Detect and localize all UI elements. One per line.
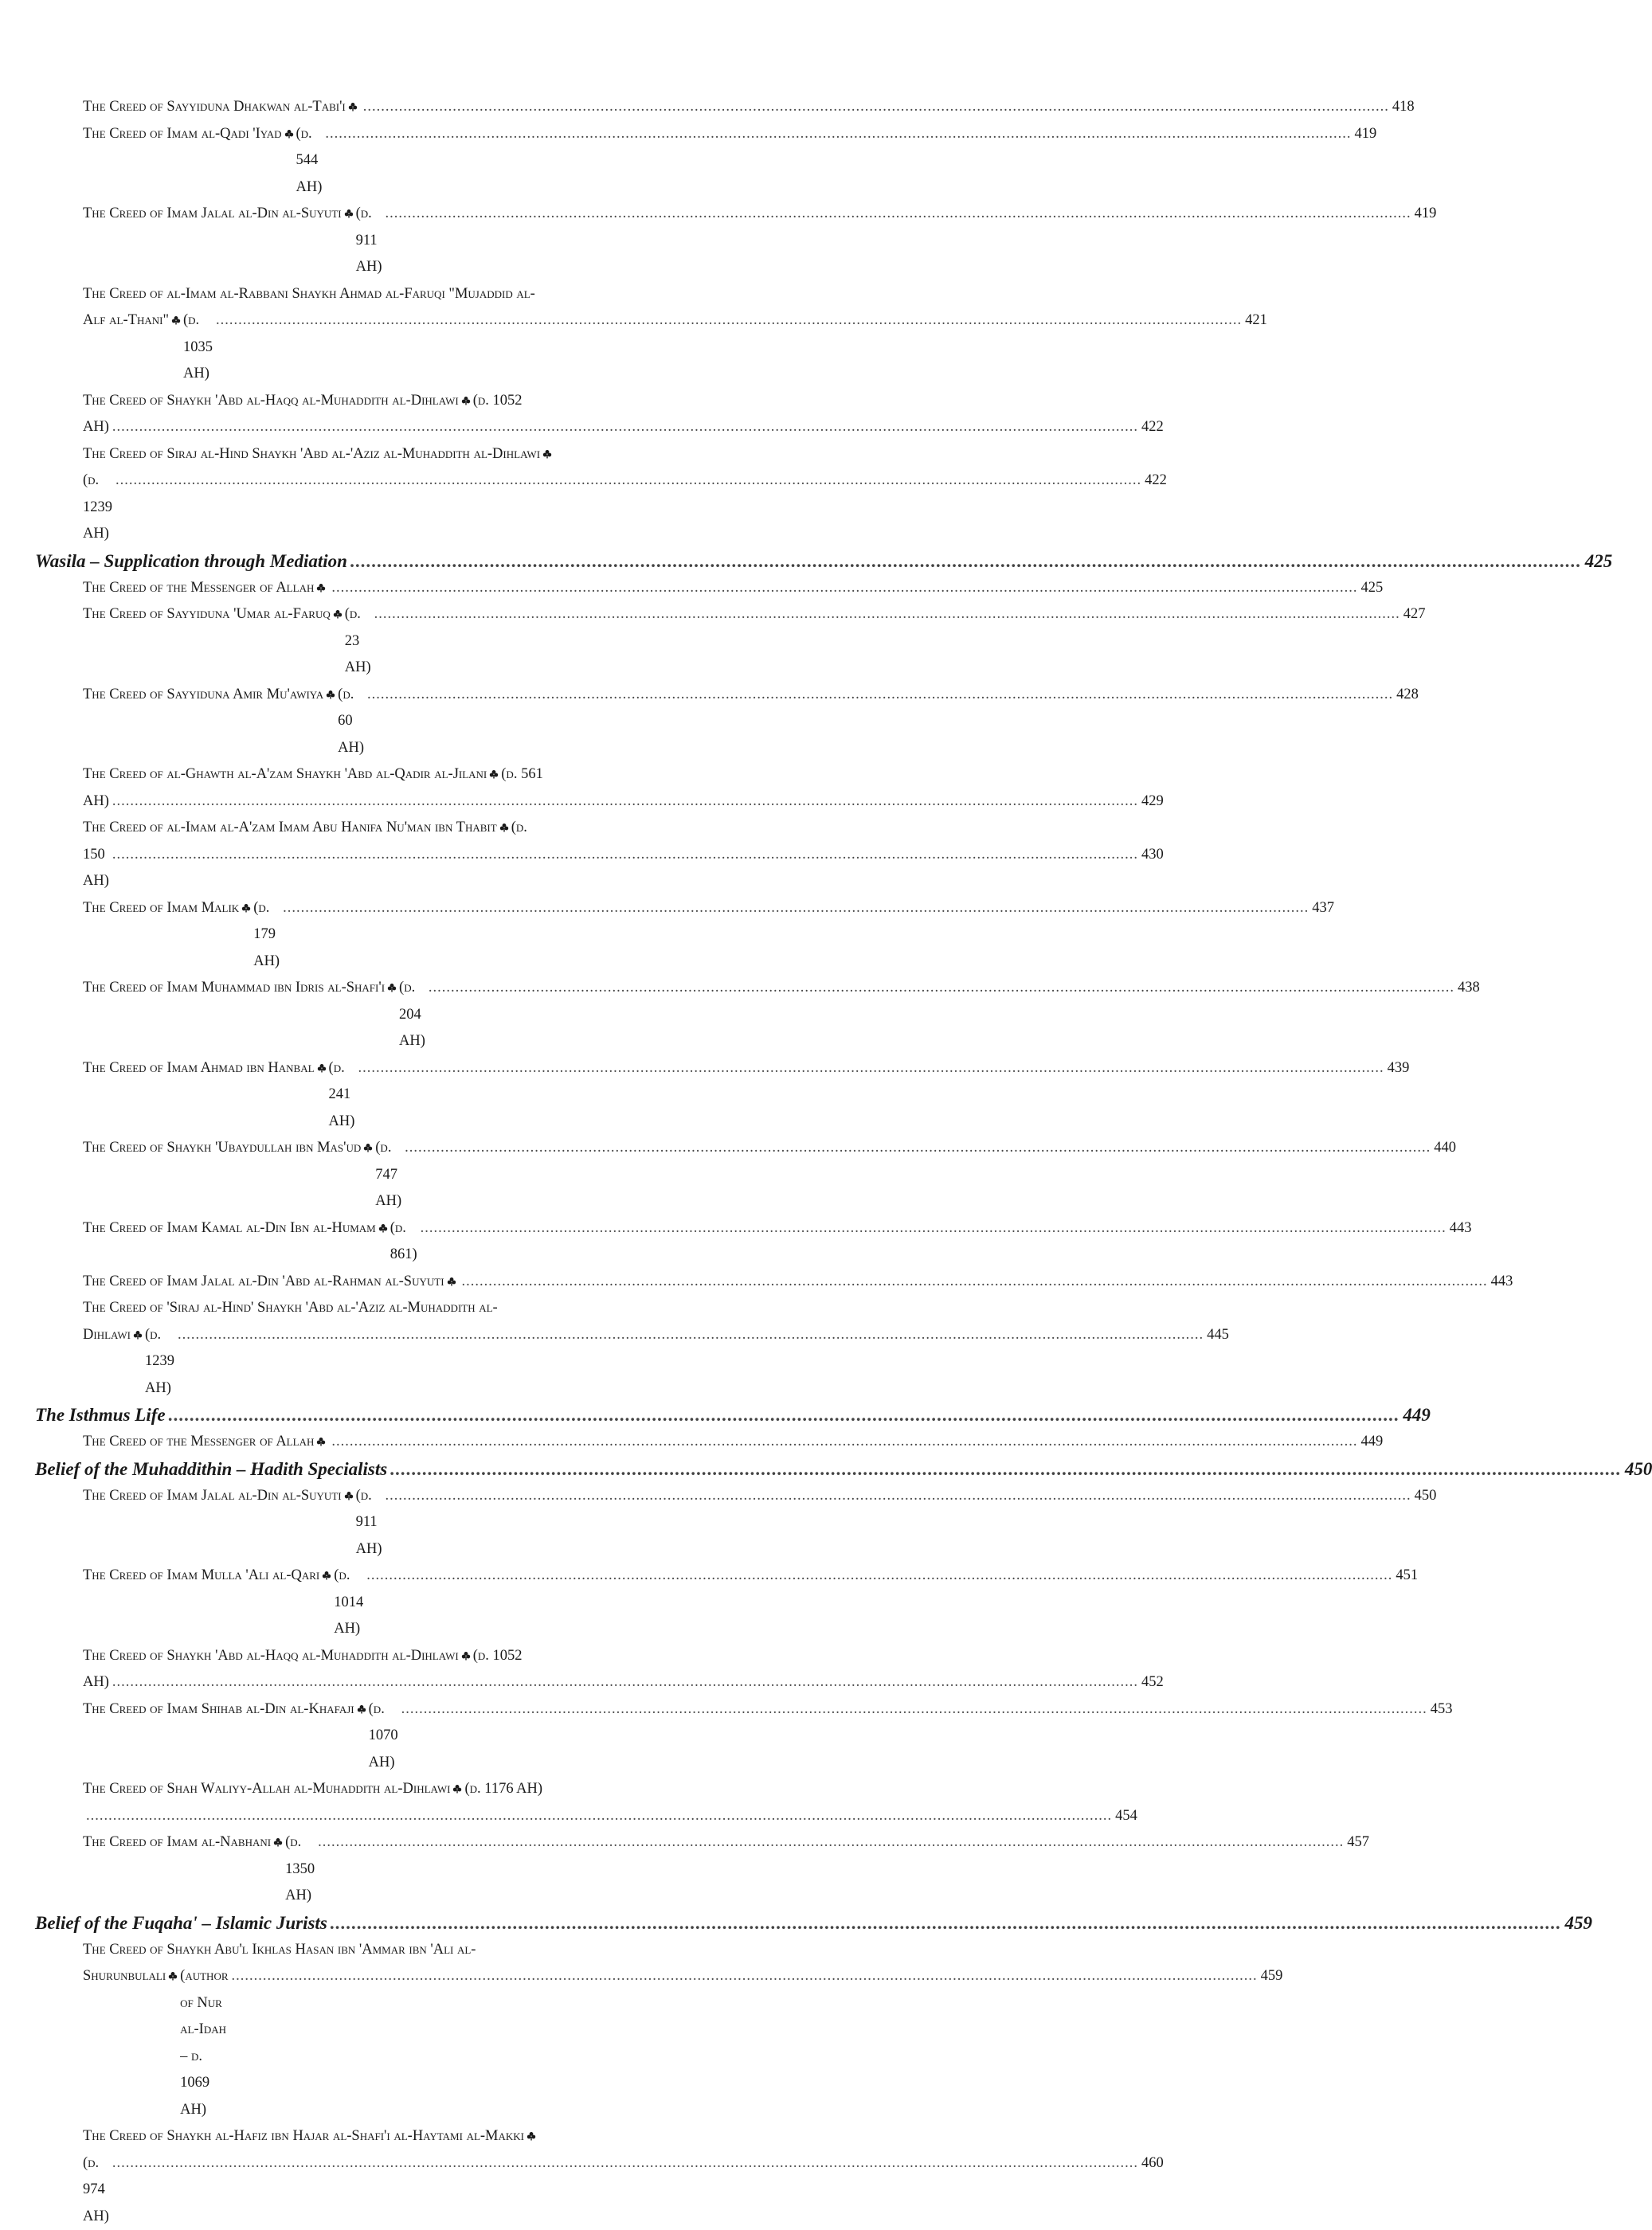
entry-line [83, 281, 712, 308]
page-number: 450 [1625, 1456, 1652, 1483]
page-number: 443 [1450, 1215, 1472, 1242]
toc-entry[interactable] [83, 201, 712, 281]
entry-title: The Creed of Shaykh al-Hafiz ibn Hajar al-Shafi'i al-Haytami al-Makki [83, 2123, 524, 2150]
entry-title: The Creed of the Messenger of Allah [83, 575, 314, 602]
section-heading[interactable] [35, 1910, 640, 1937]
page-number: 427 [1403, 601, 1426, 628]
entry-title: The Creed of al-Imam al-Rabbani Shaykh Ahmad al-Faruqi "Mujaddid al- [83, 281, 535, 308]
entry-line [83, 1829, 712, 1910]
honorific-icon [461, 396, 471, 405]
section-title: Wasila – Supplication through Mediation [35, 548, 347, 575]
page-number: 459 [1565, 1910, 1593, 1937]
dot-leader [112, 788, 1138, 816]
entry-date: (d. 23 AH) [345, 601, 371, 682]
page-number: 457 [1347, 1829, 1369, 1856]
table-of-contents [0, 94, 815, 2230]
entry-date: (d. 1052 [473, 1643, 523, 1670]
dot-leader [462, 1269, 1488, 1296]
entry-date: AH) [83, 414, 109, 441]
entry-line [83, 761, 712, 788]
page-number: 445 [1207, 1322, 1229, 1349]
dot-leader [366, 1563, 1392, 1590]
toc-entry[interactable] [83, 1055, 712, 1136]
toc-entry[interactable] [83, 895, 712, 976]
entry-line [83, 1803, 712, 1830]
entry-line [83, 2150, 712, 2230]
dot-leader [115, 468, 1141, 495]
page-number: 454 [1115, 1803, 1137, 1830]
honorific-icon [387, 983, 397, 992]
page-number: 453 [1431, 1696, 1453, 1723]
honorific-icon [284, 129, 294, 139]
page-number: 439 [1388, 1055, 1410, 1082]
dot-leader [325, 121, 1351, 148]
toc-entry[interactable] [83, 761, 712, 815]
honorific-icon [447, 1277, 456, 1286]
entry-line [83, 842, 712, 895]
toc-entry[interactable] [83, 281, 712, 388]
entry-title: The Creed of Imam Ahmad ibn Hanbal [83, 1055, 315, 1082]
honorific-icon [317, 1063, 327, 1073]
entry-title: The Creed of Shaykh 'Abd al-Haqq al-Muhaddith al-Dihlawi [83, 1643, 459, 1670]
entry-date: (d. 747 AH) [375, 1135, 401, 1215]
entry-date: (d. 861) [390, 1215, 417, 1269]
entry-line [83, 1429, 712, 1456]
entry-line [83, 388, 712, 415]
entry-line [83, 575, 712, 602]
page-number: 425 [1360, 575, 1383, 602]
entry-line [83, 1322, 712, 1403]
honorific-icon [363, 1143, 373, 1152]
honorific-icon [273, 1837, 283, 1847]
entry-line [83, 1055, 712, 1136]
honorific-icon [316, 1437, 326, 1446]
dot-leader [112, 842, 1138, 869]
entry-line [83, 441, 712, 468]
entry-title: The Creed of Siraj al-Hind Shaykh 'Abd al-'Aziz al-Muhaddith al-Dihlawi [83, 441, 540, 468]
entry-line [83, 468, 712, 548]
entry-line [83, 1135, 712, 1215]
entry-title: The Creed of Imam al-Qadi 'Iyad [83, 121, 282, 148]
page-number: 452 [1141, 1669, 1164, 1696]
entry-line [83, 1696, 712, 1777]
page-number: 451 [1396, 1563, 1418, 1590]
toc-entry[interactable] [83, 1269, 712, 1296]
dot-leader [232, 1963, 1258, 1990]
entry-line [83, 1215, 712, 1269]
toc-entry[interactable] [83, 1215, 712, 1269]
page-number: 418 [1392, 94, 1415, 121]
entry-date: (d. 241 AH) [329, 1055, 355, 1136]
entry-title: The Creed of al-Ghawth al-A'zam Shaykh 'Abd al-Qadir al-Jilani [83, 761, 487, 788]
toc-entry[interactable] [83, 1483, 712, 1563]
dot-leader [331, 1910, 1562, 1937]
entry-line [83, 2123, 712, 2150]
entry-line [83, 1563, 712, 1643]
toc-entry[interactable] [83, 441, 712, 548]
entry-line [83, 1776, 712, 1803]
entry-title: The Creed of Sayyiduna Amir Mu'awiya [83, 682, 323, 709]
toc-entry[interactable] [83, 1135, 712, 1215]
entry-line [83, 1669, 712, 1696]
toc-entry[interactable] [83, 1429, 712, 1456]
page-number: 438 [1458, 975, 1480, 1002]
toc-page [0, 0, 815, 1302]
entry-title: The Creed of Sayyiduna 'Umar al-Faruq [83, 601, 331, 628]
entry-date: (d. 1350 AH) [285, 1829, 315, 1910]
entry-line [83, 682, 712, 762]
entry-date: (d. 1052 [473, 388, 523, 415]
page-number: 430 [1141, 842, 1164, 869]
entry-line [83, 307, 712, 388]
entry-date: (d. 1239 AH) [83, 468, 112, 548]
entry-line [83, 1269, 712, 1296]
entry-line [83, 1937, 712, 1964]
entry-date: AH) [83, 1669, 109, 1696]
honorific-icon [348, 102, 358, 111]
entry-title: The Creed of Imam Jalal al-Din 'Abd al-Rahman al-Suyuti [83, 1269, 444, 1296]
honorific-icon [489, 769, 499, 779]
entry-line [83, 1295, 712, 1322]
entry-line [83, 1963, 712, 2123]
dot-leader [421, 1215, 1446, 1242]
entry-title: The Creed of Shaykh 'Ubaydullah ibn Mas'ud [83, 1135, 361, 1162]
page-number: 443 [1491, 1269, 1513, 1296]
entry-title: The Creed of Imam al-Nabhani [83, 1829, 271, 1856]
dot-leader [283, 895, 1309, 922]
entry-date: (d. 1035 AH) [183, 307, 213, 388]
honorific-icon [333, 609, 343, 619]
dot-leader [429, 975, 1454, 1002]
entry-title: The Creed of Sayyiduna Dhakwan al-Tabi'i [83, 94, 346, 121]
entry-title: The Creed of al-Imam al-A'zam Imam Abu Hanifa Nu'man ibn Thabit [83, 815, 497, 842]
entry-title: The Creed of Imam Jalal al-Din al-Suyuti [83, 201, 342, 228]
honorific-icon [326, 690, 335, 699]
toc-entry[interactable] [83, 601, 712, 682]
entry-line [83, 414, 712, 441]
honorific-icon [452, 1784, 462, 1794]
entry-date: (d. 179 AH) [253, 895, 280, 976]
page-number: 422 [1141, 414, 1164, 441]
dot-leader [385, 201, 1411, 228]
entry-date: (d. 1070 AH) [369, 1696, 398, 1777]
honorific-icon [133, 1330, 143, 1340]
honorific-icon [168, 1971, 178, 1981]
section-heading[interactable] [35, 1456, 640, 1483]
honorific-icon [527, 2131, 536, 2141]
entry-date: (d. 1239 AH) [145, 1322, 174, 1403]
toc-entry[interactable] [83, 1295, 712, 1402]
entry-date: (author of Nur al-Idah – d. 1069 AH) [180, 1963, 228, 2123]
entry-title: The Creed of Imam Kamal al-Din Ibn al-Humam [83, 1215, 376, 1242]
toc-entry[interactable] [83, 2123, 712, 2230]
entry-line [83, 975, 712, 1055]
section-heading[interactable] [35, 548, 640, 575]
entry-date: 150 AH) [83, 842, 109, 895]
entry-date: (d. [511, 815, 527, 842]
page-number: 429 [1141, 788, 1164, 816]
page-number: 449 [1360, 1429, 1383, 1456]
entry-title: Alf al-Thani" [83, 307, 169, 334]
honorific-icon [344, 1491, 354, 1500]
dot-leader [112, 1669, 1138, 1696]
honorific-icon [499, 823, 509, 832]
entry-date: (d. 911 AH) [356, 1483, 382, 1563]
entry-title: Dihlawi [83, 1322, 131, 1349]
entry-line [83, 895, 712, 976]
honorific-icon [542, 449, 552, 459]
dot-leader [405, 1135, 1431, 1162]
dot-leader [350, 548, 1582, 575]
honorific-icon [344, 209, 354, 218]
entry-title: The Creed of 'Siraj al-Hind' Shaykh 'Abd al-'Aziz al-Muhaddith al- [83, 1295, 498, 1322]
page-number: 421 [1245, 307, 1267, 334]
section-title: The Isthmus Life [35, 1402, 166, 1429]
honorific-icon [171, 315, 181, 325]
page-number: 422 [1145, 468, 1167, 495]
entry-title: The Creed of Shah Waliyy-Allah al-Muhaddith al-Dihlawi [83, 1776, 450, 1803]
toc-entry[interactable] [83, 575, 712, 602]
dot-leader [358, 1055, 1384, 1082]
dot-leader [331, 575, 1357, 602]
toc-entry[interactable] [83, 682, 712, 762]
entry-date: (d. 911 AH) [356, 201, 382, 281]
honorific-icon [241, 903, 251, 913]
dot-leader [363, 94, 1389, 121]
entry-title: Shurunbulali [83, 1963, 166, 1990]
entry-date: (d. 1176 AH) [464, 1776, 542, 1803]
entry-line [83, 94, 712, 121]
entry-title: The Creed of Imam Mulla 'Ali al-Qari [83, 1563, 319, 1590]
dot-leader [331, 1429, 1357, 1456]
page-number: 450 [1415, 1483, 1437, 1510]
dot-leader [112, 2150, 1138, 2177]
dot-leader [216, 307, 1242, 334]
section-title: Belief of the Fuqaha' – Islamic Jurists [35, 1910, 327, 1937]
entry-line [83, 1483, 712, 1563]
dot-leader [86, 1803, 1112, 1830]
honorific-icon [322, 1571, 331, 1580]
dot-leader [367, 682, 1393, 709]
toc-entry[interactable] [83, 1937, 712, 2124]
toc-entry[interactable] [83, 1776, 712, 1829]
section-heading[interactable] [35, 1402, 640, 1429]
toc-entry[interactable] [83, 1643, 712, 1696]
dot-leader [385, 1483, 1411, 1510]
page-number: 440 [1434, 1135, 1456, 1162]
honorific-icon [378, 1223, 388, 1233]
entry-line [83, 201, 712, 281]
honorific-icon [316, 583, 326, 593]
toc-entry[interactable] [83, 1563, 712, 1643]
page-number: 419 [1415, 201, 1437, 228]
entry-line [83, 1643, 712, 1670]
page-number: 459 [1261, 1963, 1283, 1990]
entry-title: The Creed of Shaykh 'Abd al-Haqq al-Muhaddith al-Dihlawi [83, 388, 459, 415]
section-title: Belief of the Muhaddithin – Hadith Specialists [35, 1456, 387, 1483]
toc-entry[interactable] [83, 1829, 712, 1910]
entry-date: (d. 204 AH) [399, 975, 425, 1055]
entry-line [83, 788, 712, 816]
honorific-icon [357, 1704, 366, 1714]
honorific-icon [461, 1651, 471, 1661]
entry-title: The Creed of Imam Jalal al-Din al-Suyuti [83, 1483, 342, 1510]
toc-entry[interactable] [83, 121, 712, 201]
page-number: 419 [1355, 121, 1377, 148]
entry-title: The Creed of Imam Malik [83, 895, 239, 922]
entry-title: The Creed of Imam Shihab al-Din al-Khafaji [83, 1696, 354, 1723]
entry-date: (d. 60 AH) [338, 682, 364, 762]
entry-date: (d. 544 AH) [296, 121, 323, 201]
dot-leader [390, 1456, 1622, 1483]
entry-date: (d. 561 [501, 761, 543, 788]
page-number: 449 [1403, 1402, 1431, 1429]
entry-date: (d. 974 AH) [83, 2150, 109, 2230]
dot-leader [112, 414, 1138, 441]
dot-leader [169, 1402, 1400, 1429]
dot-leader [178, 1322, 1204, 1349]
dot-leader [318, 1829, 1344, 1856]
entry-title: The Creed of the Messenger of Allah [83, 1429, 314, 1456]
entry-line [83, 601, 712, 682]
entry-line [83, 121, 712, 201]
dot-leader [374, 601, 1400, 628]
toc-entry[interactable] [83, 975, 712, 1055]
entry-line [83, 815, 712, 842]
toc-entry[interactable] [83, 94, 712, 121]
entry-date: AH) [83, 788, 109, 816]
toc-entry[interactable] [83, 1696, 712, 1777]
page-number: 437 [1312, 895, 1334, 922]
page-number: 425 [1585, 548, 1613, 575]
toc-entry[interactable] [83, 388, 712, 441]
entry-title: The Creed of Shaykh Abu'l Ikhlas Hasan ibn 'Ammar ibn 'Ali al- [83, 1937, 476, 1964]
toc-entry[interactable] [83, 815, 712, 895]
dot-leader [401, 1696, 1427, 1723]
page-number: 428 [1396, 682, 1419, 709]
entry-title: The Creed of Imam Muhammad ibn Idris al-Shafi'i [83, 975, 385, 1002]
page-number: 460 [1141, 2150, 1164, 2177]
entry-date: (d. 1014 AH) [334, 1563, 363, 1643]
